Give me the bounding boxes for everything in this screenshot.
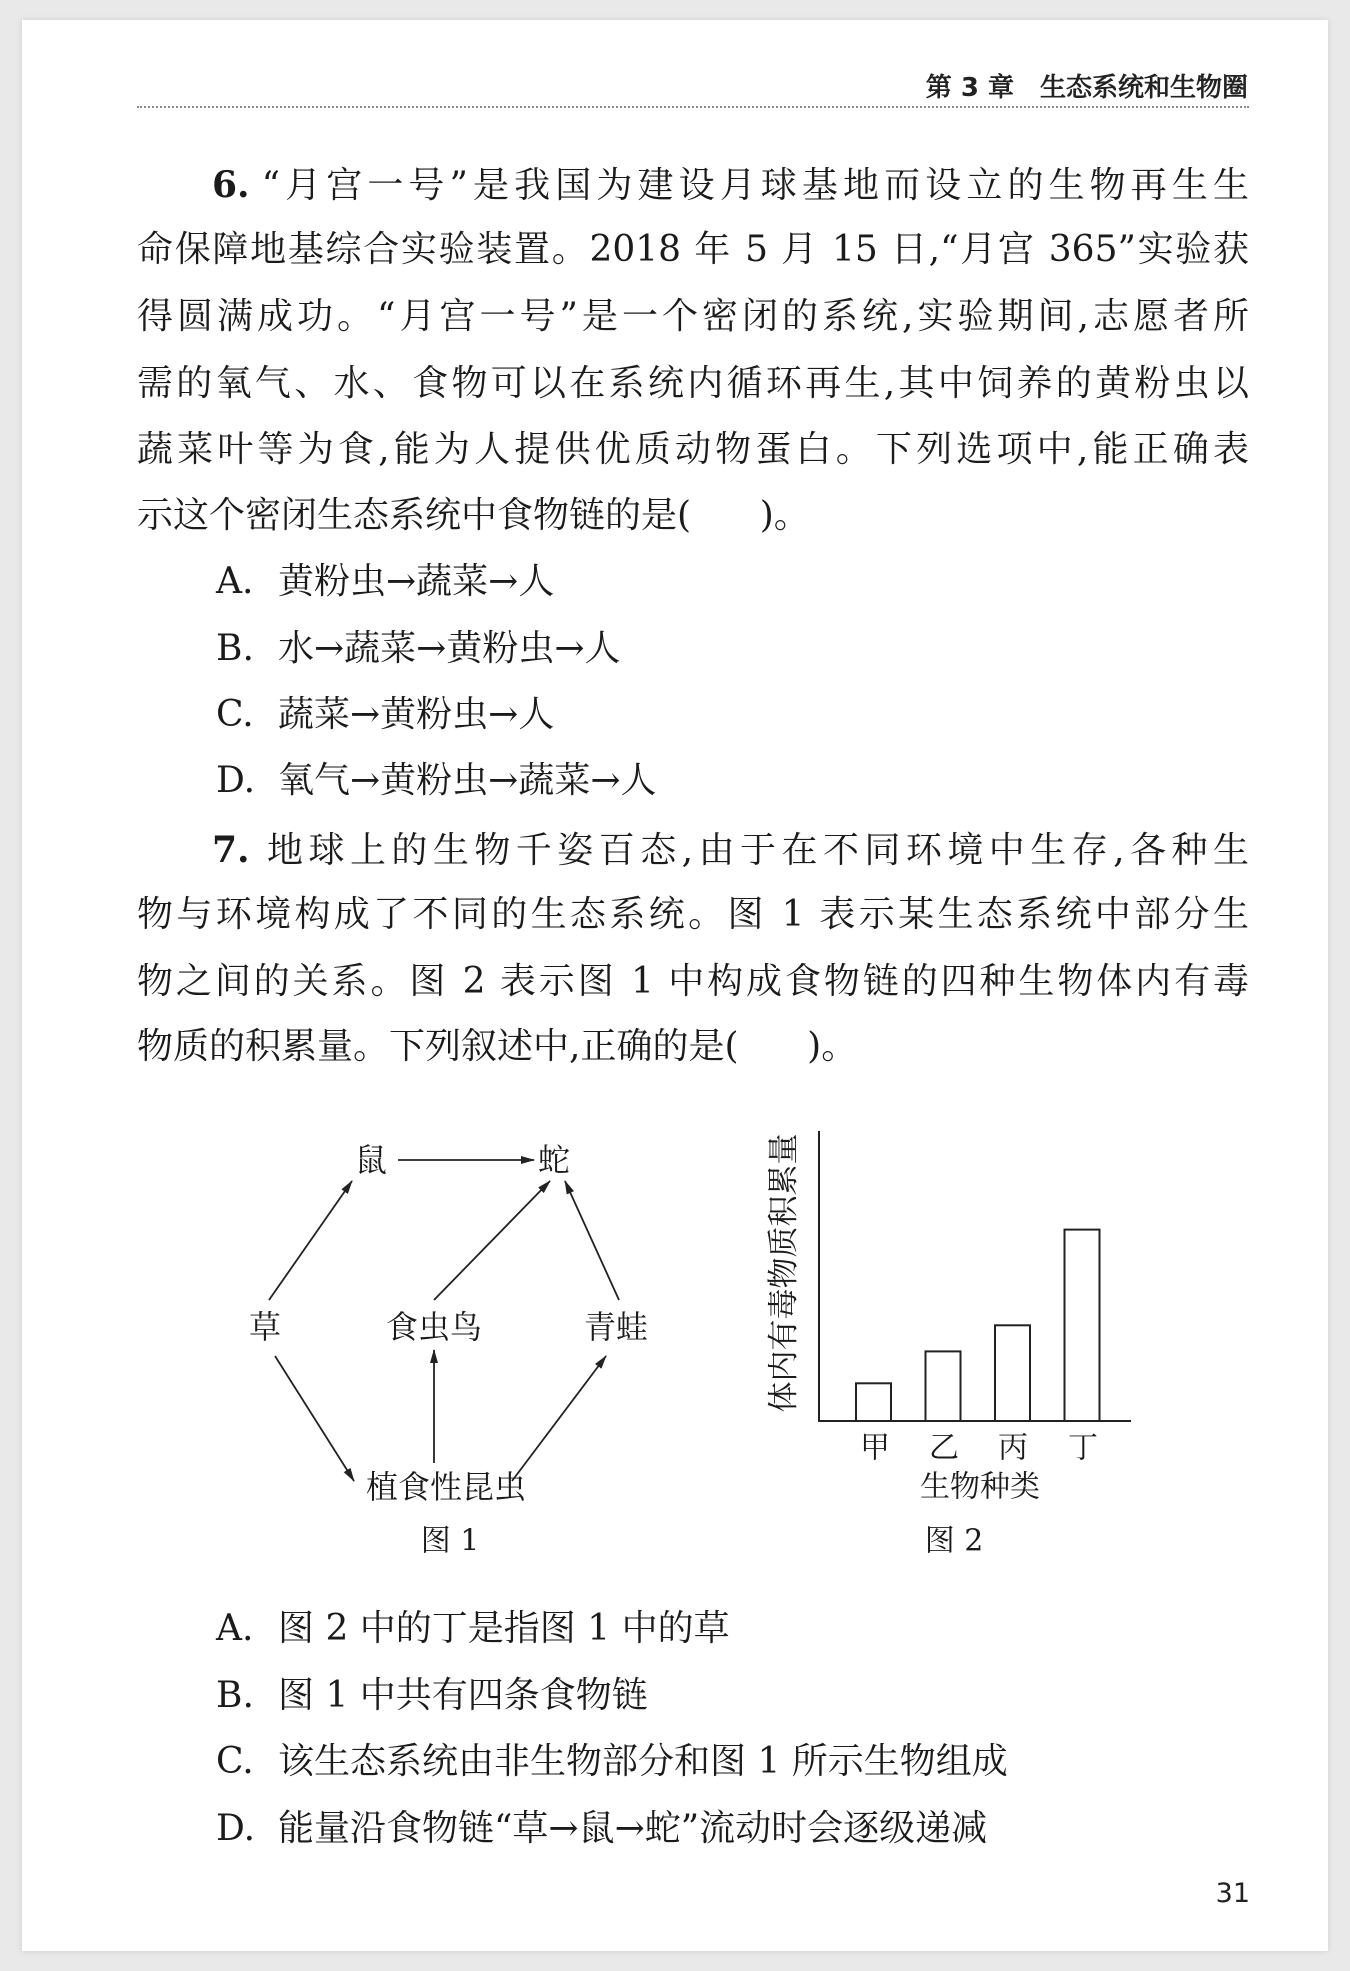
- node-herbivorous-insect: 植食性昆虫: [365, 1468, 527, 1506]
- question-6-line-4: 需的氧气、水、食物可以在系统内循环再生,其中饲养的黄粉虫以: [137, 363, 1249, 404]
- y-axis-label: 体内有毒物质积累量: [766, 1133, 802, 1413]
- option-text: 黄粉虫→蔬菜→人: [278, 561, 555, 602]
- option-letter: C.: [216, 694, 254, 735]
- question-7-line-4: 物质的积累量。下列叙述中,正确的是( )。: [137, 1026, 858, 1067]
- option-text: 氧气→黄粉虫→蔬菜→人: [278, 760, 657, 801]
- option-letter: B.: [216, 1675, 254, 1716]
- x-axis-label: 生物种类: [920, 1469, 1040, 1505]
- arrow-grass-to-insect: [275, 1356, 354, 1481]
- question-number: 6.: [212, 164, 250, 206]
- question-6-line-5: 蔬菜叶等为食,能为人提供优质动物蛋白。下列选项中,能正确表: [137, 429, 1249, 470]
- node-grass: 草: [248, 1308, 282, 1346]
- arrow-frog-to-snake: [565, 1181, 619, 1300]
- x-tick-label: 丙: [998, 1430, 1028, 1466]
- arrow-bird-to-snake: [434, 1181, 550, 1300]
- option-text: 图 1 中共有四条食物链: [278, 1675, 648, 1716]
- figure-2-caption: 图 2: [924, 1523, 984, 1559]
- header-dotted-rule: [137, 106, 1249, 108]
- option-letter: A.: [216, 1608, 254, 1649]
- x-tick-label: 甲: [860, 1430, 890, 1466]
- bar-ding: [1065, 1230, 1100, 1421]
- option-letter: D.: [216, 760, 256, 801]
- option-letter: B.: [216, 628, 254, 669]
- option-text: 水→蔬菜→黄粉虫→人: [278, 628, 621, 669]
- arrow-grass-to-mouse: [269, 1181, 352, 1300]
- question-text: “月宫一号”是我国为建设月球基地而设立的生物再生生: [261, 165, 1249, 206]
- x-tick-label: 丁: [1068, 1430, 1098, 1466]
- node-snake: 蛇: [537, 1141, 571, 1179]
- bar-yi: [926, 1351, 961, 1421]
- chapter-number: 第 3 章: [925, 73, 1014, 103]
- figure-2-bar-chart: [760, 1110, 1160, 1570]
- question-6-line-6: 示这个密闭生态系统中食物链的是( )。: [137, 495, 810, 536]
- page-number: 31: [1215, 1878, 1250, 1909]
- x-tick-label: 乙: [929, 1430, 959, 1466]
- arrow-insect-to-frog: [512, 1356, 606, 1481]
- question-text: 地球上的生物千姿百态,由于在不同环境中生存,各种生: [261, 830, 1249, 871]
- figure-1-food-web: [230, 1120, 680, 1570]
- question-6-line-1: [212, 163, 1249, 207]
- question-number: 7.: [212, 829, 250, 871]
- option-text: 该生态系统由非生物部分和图 1 所示生物组成: [278, 1741, 1008, 1782]
- question-6-option-b: [216, 627, 621, 671]
- question-6-line-3: 得圆满成功。“月宫一号”是一个密闭的系统,实验期间,志愿者所: [137, 296, 1249, 337]
- question-7-line-3: 物之间的关系。图 2 表示图 1 中构成食物链的四种生物体内有毒: [137, 961, 1249, 1002]
- question-7-line-1: [212, 828, 1249, 872]
- bars: [856, 1230, 1100, 1421]
- question-7-option-d: [216, 1807, 987, 1851]
- option-letter: C.: [216, 1741, 254, 1782]
- node-mouse: 鼠: [354, 1141, 388, 1179]
- node-frog: 青蛙: [583, 1308, 649, 1346]
- figure-1-caption: 图 1: [420, 1523, 480, 1559]
- question-6-option-a: [216, 560, 554, 604]
- chapter-title: 生态系统和生物圈: [1039, 73, 1248, 103]
- question-6-option-c: [216, 693, 554, 737]
- option-text: 图 2 中的丁是指图 1 中的草: [278, 1608, 730, 1649]
- running-header: [926, 72, 1248, 104]
- option-letter: D.: [216, 1808, 256, 1849]
- node-insectivorous-bird: 食虫鸟: [385, 1308, 483, 1346]
- question-7-line-2: 物与环境构成了不同的生态系统。图 1 表示某生态系统中部分生: [137, 894, 1249, 935]
- option-text: 蔬菜→黄粉虫→人: [278, 694, 555, 735]
- question-6-line-2: 命保障地基综合实验装置。2018 年 5 月 15 日,“月宫 365”实验获: [137, 229, 1249, 270]
- bar-bing: [995, 1325, 1030, 1421]
- question-7-option-c: [216, 1740, 1008, 1784]
- option-text: 能量沿食物链“草→鼠→蛇”流动时会逐级递减: [278, 1808, 988, 1849]
- option-letter: A.: [216, 561, 254, 602]
- question-6-option-d: [216, 759, 657, 803]
- question-7-option-b: [216, 1674, 648, 1718]
- bar-jia: [856, 1383, 891, 1421]
- question-7-option-a: [216, 1607, 730, 1651]
